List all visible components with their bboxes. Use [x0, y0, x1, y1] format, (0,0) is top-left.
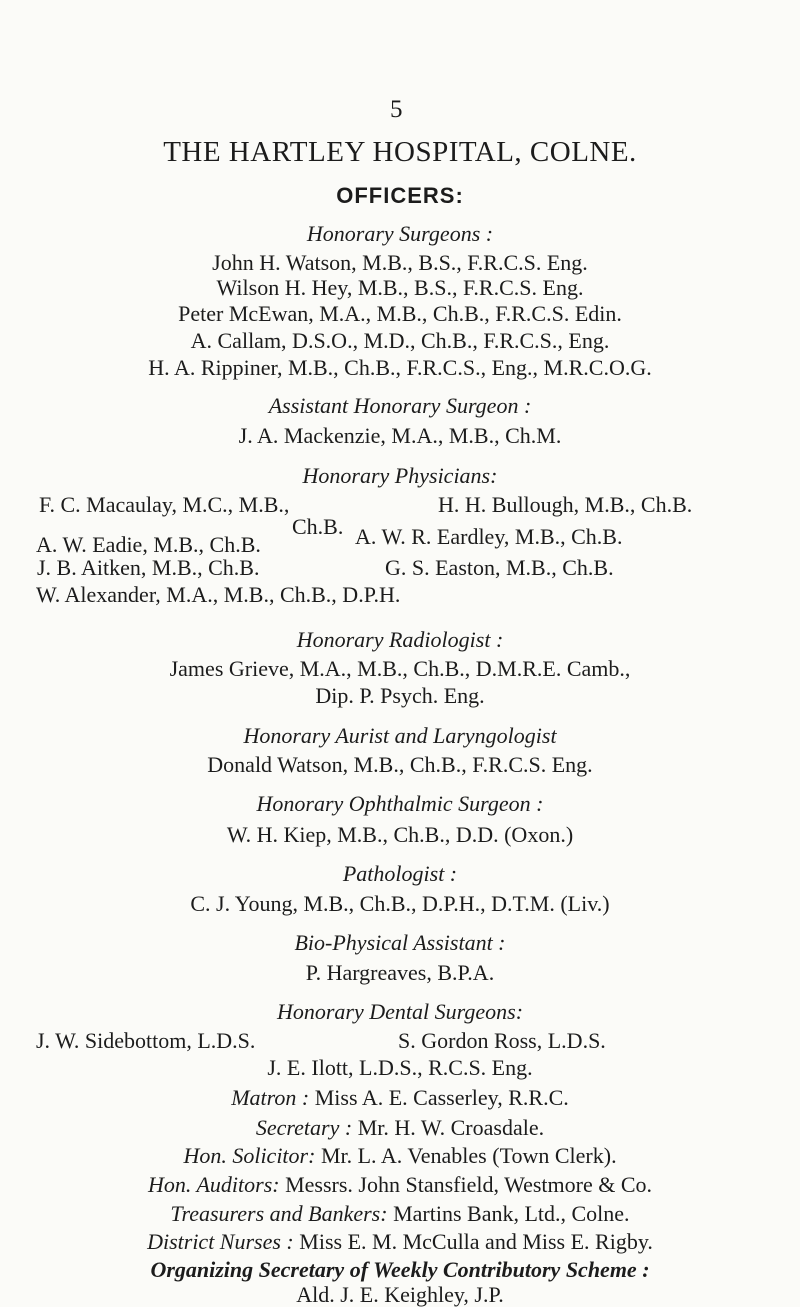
treasurers-line [0, 1201, 800, 1227]
dental-line2: J. E. Ilott, L.D.S., R.C.S. Eng. [267, 1055, 533, 1080]
solicitor-line [0, 1143, 800, 1169]
dental-right: S. Gordon Ross, L.D.S. [398, 1028, 606, 1053]
honorary-physicians-heading: Honorary Physicians: [302, 463, 498, 488]
bio-physical-heading: Bio-Physical Assistant : [294, 930, 506, 955]
auditors-value: Messrs. John Stansfield, Westmore & Co. [285, 1172, 653, 1197]
secretary-line [0, 1115, 800, 1141]
treasurers-value: Martins Bank, Ltd., Colne. [393, 1201, 630, 1226]
physician-left: A. W. Eadie, M.B., Ch.B. [36, 532, 261, 557]
dental-left: J. W. Sidebottom, L.D.S. [36, 1028, 256, 1053]
assistant-surgeon-heading: Assistant Honorary Surgeon : [268, 393, 532, 418]
nurses-line [0, 1229, 800, 1255]
nurses-label: District Nurses : [147, 1229, 294, 1254]
solicitor-value: Mr. L. A. Venables (Town Clerk). [320, 1143, 617, 1168]
physician-right: A. W. R. Eardley, M.B., Ch.B. [355, 524, 623, 549]
hospital-title: THE HARTLEY HOSPITAL, COLNE. [163, 136, 637, 168]
solicitor-label: Hon. Solicitor: [183, 1143, 316, 1168]
surgeon-line: John H. Watson, M.B., B.S., F.R.C.S. Eng. [212, 250, 588, 275]
physician-overhang: Ch.B. [292, 514, 344, 539]
surgeon-line: A. Callam, D.S.O., M.D., Ch.B., F.R.C.S., Eng. [190, 328, 610, 353]
surgeon-line: Wilson H. Hey, M.B., B.S., F.R.C.S. Eng. [216, 275, 584, 300]
ophthalmic-name: W. H. Kiep, M.B., Ch.B., D.D. (Oxon.) [226, 822, 574, 847]
page-number: 5 [390, 96, 403, 123]
officers-heading: OFFICERS: [336, 183, 464, 208]
assistant-surgeon-name: J. A. Mackenzie, M.A., M.B., Ch.M. [238, 423, 562, 448]
auditors-label: Hon. Auditors: [147, 1172, 280, 1197]
matron-value: Miss A. E. Casserley, R.R.C. [314, 1085, 569, 1110]
physician-right: G. S. Easton, M.B., Ch.B. [385, 555, 614, 580]
organizing-value: Ald. J. E. Keighley, J.P. [296, 1282, 504, 1307]
secretary-label: Secretary : [255, 1115, 353, 1140]
surgeon-line: Peter McEwan, M.A., M.B., Ch.B., F.R.C.S. Edin. [178, 301, 622, 326]
aurist-name: Donald Watson, M.B., Ch.B., F.R.C.S. Eng. [207, 752, 593, 777]
organizing-label: Organizing Secretary of Weekly Contributory Scheme : [150, 1257, 650, 1282]
matron-label: Matron : [231, 1085, 310, 1110]
physician-right: H. H. Bullough, M.B., Ch.B. [438, 492, 693, 517]
radiologist-heading: Honorary Radiologist : [296, 627, 504, 652]
physician-left: F. C. Macaulay, M.C., M.B., [39, 492, 290, 517]
auditors-line [0, 1172, 800, 1198]
pathologist-heading: Pathologist : [342, 861, 458, 886]
radiologist-line: James Grieve, M.A., M.B., Ch.B., D.M.R.E. Camb., [169, 656, 631, 681]
radiologist-line: Dip. P. Psych. Eng. [315, 683, 485, 708]
ophthalmic-heading: Honorary Ophthalmic Surgeon : [256, 791, 544, 816]
matron-line [0, 1085, 800, 1111]
aurist-heading: Honorary Aurist and Laryngologist [243, 723, 557, 748]
pathologist-name: C. J. Young, M.B., Ch.B., D.P.H., D.T.M. (Liv.) [190, 891, 610, 916]
dental-heading: Honorary Dental Surgeons: [276, 999, 524, 1024]
treasurers-label: Treasurers and Bankers: [170, 1201, 388, 1226]
secretary-value: Mr. H. W. Croasdale. [357, 1115, 545, 1140]
surgeon-line: H. A. Rippiner, M.B., Ch.B., F.R.C.S., Eng., M.R.C.O.G. [148, 355, 652, 380]
honorary-surgeons-heading: Honorary Surgeons : [306, 221, 494, 246]
bio-physical-name: P. Hargreaves, B.P.A. [305, 960, 495, 985]
physician-last: W. Alexander, M.A., M.B., Ch.B., D.P.H. [36, 582, 401, 607]
physician-left: J. B. Aitken, M.B., Ch.B. [37, 555, 260, 580]
nurses-value: Miss E. M. McCulla and Miss E. Rigby. [299, 1229, 653, 1254]
